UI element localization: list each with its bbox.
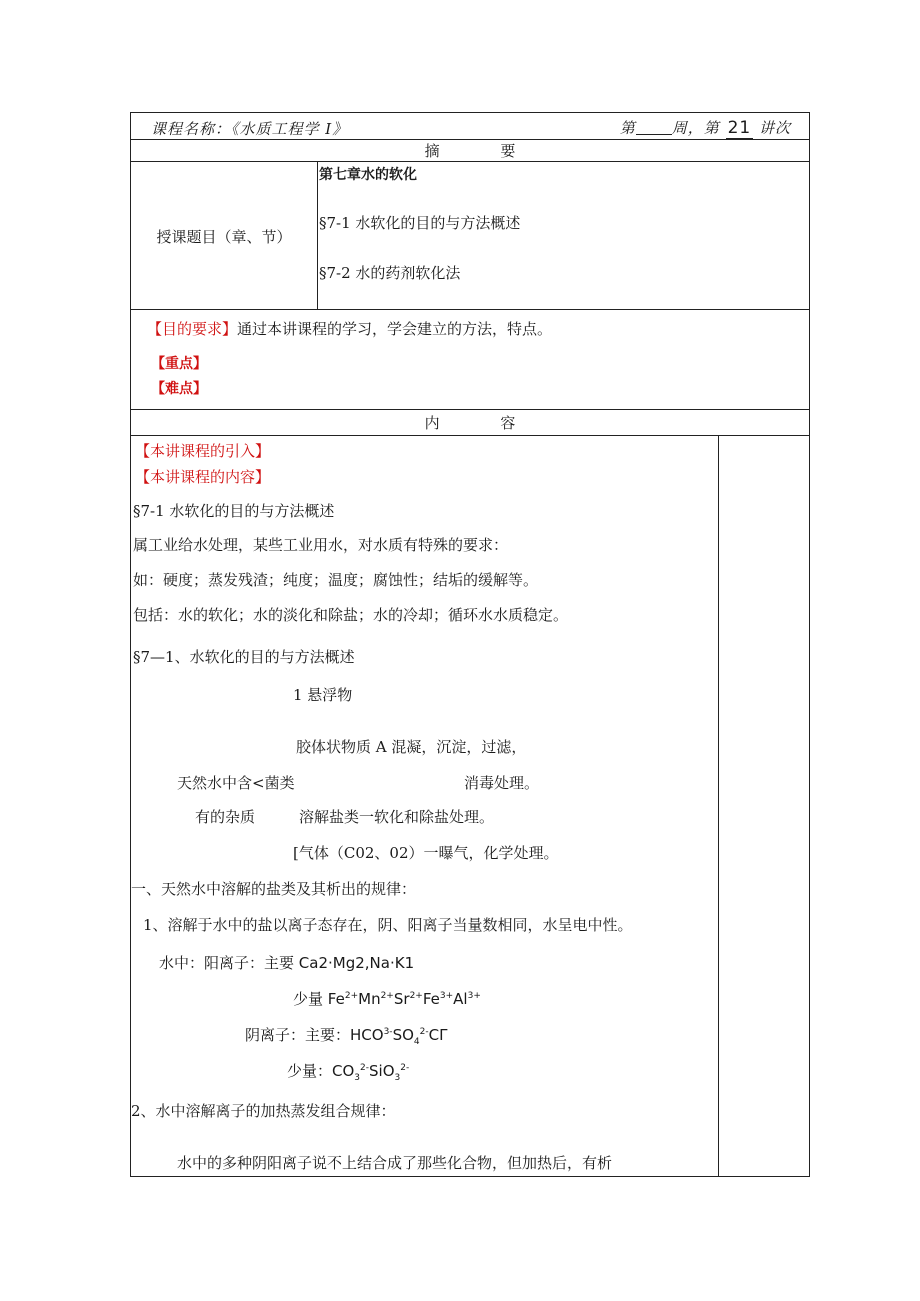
difficulties-tag: 【难点】	[151, 381, 207, 397]
content-body	[130, 435, 810, 1177]
section-1: §7-1 水软化的目的与方法概述	[319, 214, 521, 232]
cation-minor-line: 少量 $Fe^{2+}Mn^{2+}Sr^{2+}Fe^{3+}Al^{3+}$	[293, 990, 481, 1008]
cation-line: 水中：阳离子：主要 Ca2·Mg2,Na·K1	[159, 954, 415, 972]
aim-tag: 【目的要求】	[147, 320, 238, 338]
abstract-heading: 摘 要	[130, 139, 810, 162]
tree-disinfection: 消毒处理。	[464, 774, 540, 792]
point-1: 1、溶解于水中的盐以离子态存在，阴、阳离子当量数相同，水呈电中性。	[143, 916, 633, 934]
paragraph-2: 如：硬度；蒸发残渣；纯度；温度；腐蚀性；结垢的缓解等。	[133, 571, 539, 589]
tree-colloid: 胶体状物质 A 混凝，沉淀，过滤，	[296, 738, 527, 756]
chapter-title: 第七章水的软化	[319, 167, 417, 183]
key-points-tag: 【重点】	[151, 356, 207, 372]
notes-column-divider	[718, 436, 719, 1176]
cation-minor: $Fe^{2+}Mn^{2+}Sr^{2+}Fe^{3+}Al^{3+}$	[327, 990, 481, 1008]
section-heading: §7-1 水软化的目的与方法概述	[133, 502, 335, 520]
week-lecture: 第 周，第 21 讲次	[619, 118, 791, 138]
section-2: §7-2 水的药剂软化法	[319, 264, 461, 282]
tree-dissolved-salts: 溶解盐类一软化和除盐处理。	[299, 808, 495, 826]
last-paragraph: 水中的多种阴阳离子说不上结合成了那些化合物，但加热后，有析	[177, 1154, 613, 1172]
cation-main: Ca2·Mg2,Na·K1	[298, 954, 415, 972]
point-2: 2、水中溶解离子的加热蒸发组合规律：	[131, 1102, 396, 1120]
tree-natural-water: 天然水中含<菌类	[177, 774, 295, 792]
content-heading: 内 容	[130, 409, 810, 436]
anion-main: $HCO^{3-}SO_4^{2-}C\Gamma$	[350, 1026, 448, 1047]
aim-text: 通过本讲课程的学习，学会建立的方法，特点。	[237, 320, 553, 338]
body-tag: 【本讲课程的内容】	[135, 468, 271, 486]
anion-minor-line: 少量：$CO_3^{2-}SiO_3^{2-}$	[287, 1062, 410, 1083]
tree-impurities: 有的杂质	[195, 808, 256, 826]
week-blank	[636, 120, 672, 135]
tree-suspended: 1 悬浮物	[293, 686, 353, 704]
paragraph-3: 包括：水的软化；水的淡化和除盐；水的冷却；循环水水质稳定。	[133, 606, 569, 624]
header-row	[130, 112, 810, 140]
topic-label: 授课题目（章、节）	[131, 162, 318, 310]
topic-row	[130, 161, 810, 310]
section-heading-2: §7—1、水软化的目的与方法概述	[133, 648, 355, 666]
heading-dissolved-salts: 一、天然水中溶解的盐类及其析出的规律：	[131, 880, 417, 898]
goals-row	[130, 309, 810, 410]
aim-line	[147, 318, 552, 339]
anion-minor: $CO_3^{2-}SiO_3^{2-}$	[332, 1062, 410, 1083]
intro-tag: 【本讲课程的引入】	[135, 442, 271, 460]
anion-line: 阴离子：主要：$HCO^{3-}SO_4^{2-}C\Gamma$	[245, 1026, 448, 1047]
course-name: 课程名称：《水质工程学 I》	[151, 120, 349, 138]
lecture-number: 21	[727, 118, 752, 138]
tree-gases: [气体（C02、02）一曝气，化学处理。	[293, 844, 559, 862]
paragraph-1: 属工业给水处理，某些工业用水，对水质有特殊的要求：	[133, 536, 509, 554]
